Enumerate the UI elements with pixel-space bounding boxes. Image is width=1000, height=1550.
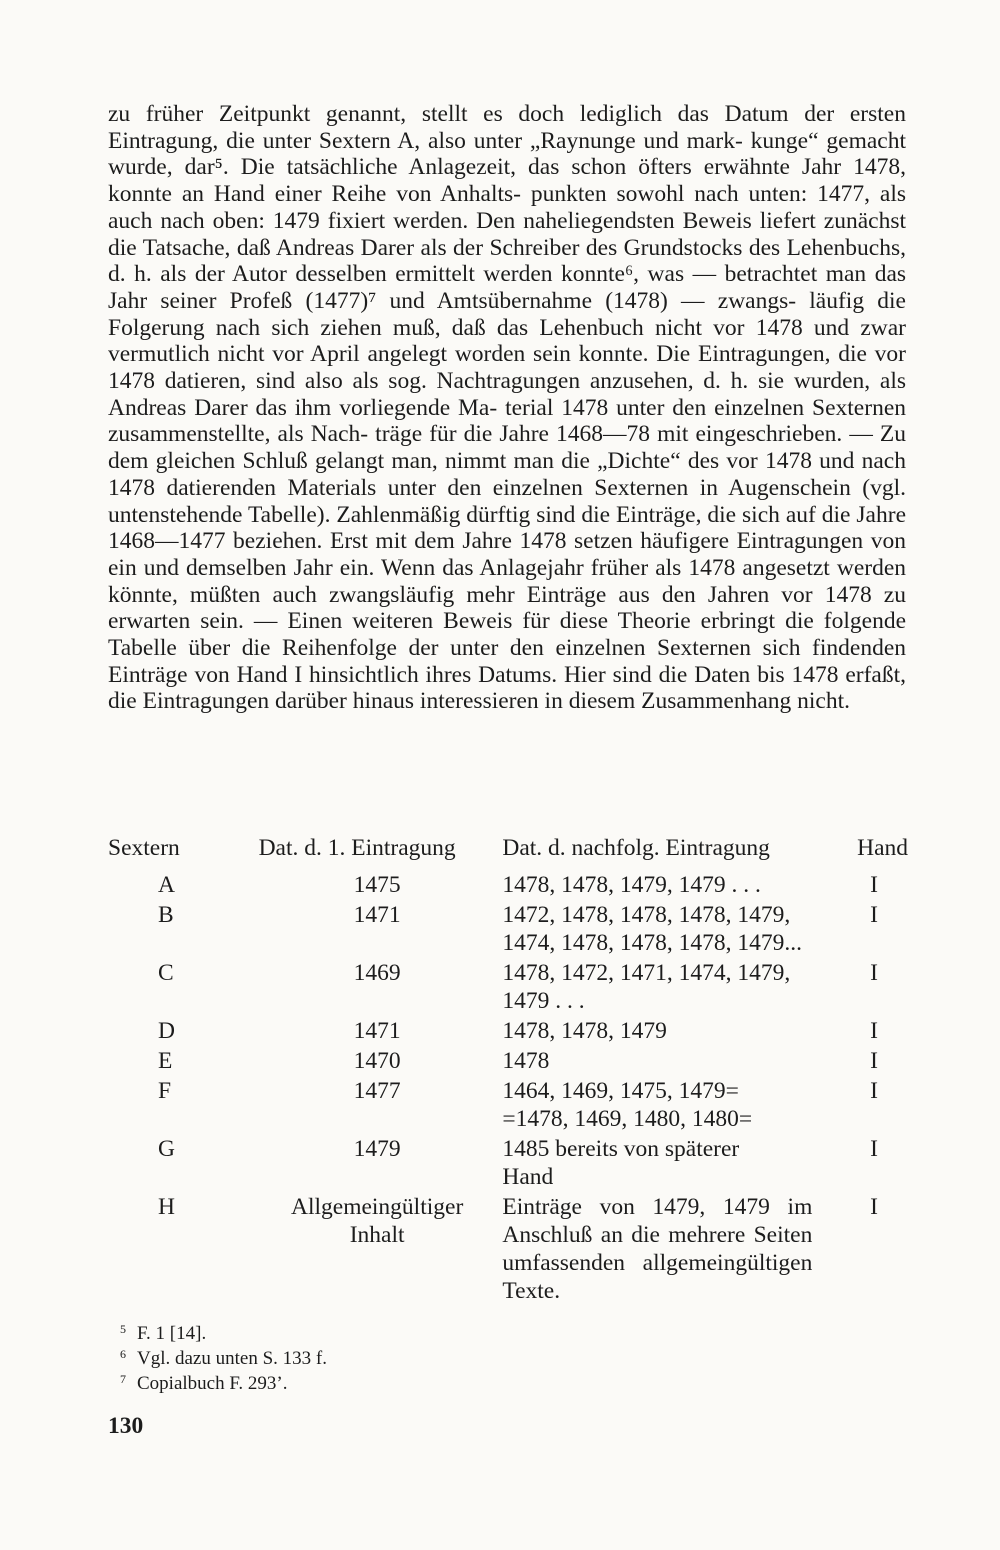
body-line: terial 1478 unter den einzelnen Sexternen zusammenstellte, als Nach- xyxy=(108,394,906,448)
cell-sextern-text: D xyxy=(158,1018,175,1044)
table-row xyxy=(108,1193,908,1307)
cell-sextern-text: A xyxy=(158,872,175,898)
cell-sextern-text: F xyxy=(158,1078,172,1104)
body-line: punkten sowohl nach unten: 1477, als auch nach oben: 1479 fixiert xyxy=(108,181,907,234)
body-line: kunge“ gemacht wurde, dar⁵. Die tatsächliche Anlagezeit, das schon xyxy=(108,127,906,181)
cell-sextern xyxy=(108,901,232,959)
cell-hand-text: I xyxy=(870,872,878,898)
cell-hand-text: I xyxy=(870,1136,878,1162)
cell-next-entries xyxy=(482,871,827,901)
cell-hand xyxy=(827,1017,908,1047)
body-line: Zusammenhang nicht. xyxy=(641,688,850,715)
cell-next-entries xyxy=(482,1193,827,1307)
cell-sextern xyxy=(108,1193,232,1307)
table-row xyxy=(108,901,908,959)
body-text xyxy=(108,101,906,715)
dates-table xyxy=(108,834,908,1307)
cell-first-entry-text: 1479 xyxy=(353,1136,401,1162)
page-number: 130 xyxy=(108,1413,144,1439)
cell-hand xyxy=(827,1047,908,1077)
header-first-entry: Dat. d. 1. Eintragung xyxy=(258,835,456,861)
cell-hand xyxy=(827,1193,908,1307)
footnote xyxy=(120,1372,620,1397)
cell-hand-text: I xyxy=(870,1078,878,1104)
cell-sextern-text: C xyxy=(158,960,174,986)
cell-first-entry-text: 1471 xyxy=(353,1018,401,1044)
header-hand: Hand xyxy=(857,835,908,861)
paragraph xyxy=(108,101,906,715)
body-line: 1478 datierenden Materials unter den einzelnen Sexternen in Augenschein xyxy=(108,474,851,501)
cell-next-entries xyxy=(482,1017,827,1047)
cell-first-entry xyxy=(232,901,482,959)
cell-first-entry-text: 1477 xyxy=(353,1078,401,1104)
footnote-text: Vgl. dazu unten S. 133 f. xyxy=(137,1348,327,1369)
cell-next-entries-text: 1472, 1478, 1478, 1478, 1479, 1474, 1478, 1478, 1478, 1479... xyxy=(502,902,802,956)
cell-next-entries xyxy=(482,1135,827,1193)
cell-next-entries-text: 1464, 1469, 1475, 1479= =1478, 1469, 1480, 1480= xyxy=(502,1078,753,1132)
body-line: (vgl. untenstehende Tabelle). Zahlenmäßig dürftig sind die Einträge, die xyxy=(108,474,907,528)
cell-next-entries-text: 1478 xyxy=(502,1048,550,1074)
table-row xyxy=(108,1077,908,1135)
footnotes xyxy=(120,1322,620,1397)
body-line: sich auf die Jahre 1468—1477 beziehen. Erst mit dem Jahre 1478 xyxy=(108,501,906,555)
cell-first-entry-text: 1470 xyxy=(353,1048,401,1074)
cell-hand xyxy=(827,1077,908,1135)
body-line: zu früher Zeitpunkt genannt, stellt es doch lediglich das Datum der xyxy=(108,101,835,127)
cell-first-entry xyxy=(232,959,482,1017)
cell-sextern xyxy=(108,959,232,1017)
table-row xyxy=(108,959,908,1017)
cell-hand xyxy=(827,871,908,901)
cell-next-entries xyxy=(482,959,827,1017)
cell-hand xyxy=(827,901,908,959)
body-line: öfters erwähnte Jahr 1478, konnte an Hand einer Reihe von Anhalts- xyxy=(108,154,906,208)
cell-next-entries xyxy=(482,901,827,959)
body-line: ersten Eintragung, die unter Sextern A, also unter „Raynunge und mark- xyxy=(108,101,906,154)
table-header-row xyxy=(108,834,908,871)
table-body xyxy=(108,871,908,1307)
cell-sextern-text: B xyxy=(158,902,174,928)
footnote-text: F. 1 [14]. xyxy=(137,1323,207,1344)
cell-first-entry-text: 1475 xyxy=(353,872,401,898)
cell-sextern-text: E xyxy=(158,1048,173,1074)
body-line: läufig die Folgerung nach sich ziehen muß, daß das Lehenbuch nicht vor xyxy=(108,287,906,341)
cell-first-entry-text: Allgemeingültiger Inhalt xyxy=(290,1194,464,1248)
cell-first-entry-text: 1471 xyxy=(353,902,401,928)
cell-sextern xyxy=(108,1017,232,1047)
header-sextern: Sextern xyxy=(108,835,180,861)
cell-first-entry xyxy=(232,1047,482,1077)
cell-sextern xyxy=(108,1077,232,1135)
body-line: Einträge von Hand I hinsichtlich ihres Datums. Hier sind die Daten xyxy=(108,661,751,688)
footnote-number: 7 xyxy=(120,1372,126,1386)
cell-sextern-text: H xyxy=(158,1194,175,1220)
body-line: träge für die Jahre 1468—78 mit eingeschrieben. — Zu dem gleichen xyxy=(108,421,906,475)
body-line: werden. Den naheliegendsten Beweis liefert zunächst die Tatsache, daß xyxy=(108,207,907,261)
cell-next-entries xyxy=(482,1077,827,1135)
table-row xyxy=(108,871,908,901)
footnote xyxy=(120,1322,620,1347)
cell-sextern-text: G xyxy=(158,1136,175,1162)
cell-first-entry xyxy=(232,1193,482,1307)
footnote-text: Copialbuch F. 293’. xyxy=(137,1373,288,1394)
header-next-entries: Dat. d. nachfolg. Eintragung xyxy=(502,835,770,861)
cell-next-entries xyxy=(482,1047,827,1077)
cell-hand-text: I xyxy=(870,960,878,986)
body-line: Einen weiteren Beweis für diese Theorie erbringt die folgende Tabelle xyxy=(108,608,907,662)
cell-first-entry xyxy=(232,1017,482,1047)
footnote xyxy=(120,1347,620,1372)
cell-first-entry xyxy=(232,871,482,901)
cell-hand-text: I xyxy=(870,1018,878,1044)
body-line: das Anlagejahr früher als 1478 angesetzt werden könnte, müßten auch xyxy=(108,554,907,608)
table-row xyxy=(108,1135,908,1193)
cell-next-entries-text: 1478, 1472, 1471, 1474, 1479, 1479 . . . xyxy=(502,960,791,1014)
cell-next-entries-text: 1478, 1478, 1479, 1479 . . . xyxy=(502,872,761,898)
table-row xyxy=(108,1017,908,1047)
cell-hand-text: I xyxy=(870,1194,878,1220)
footnote-number: 6 xyxy=(120,1347,126,1361)
footnote-number: 5 xyxy=(120,1322,126,1336)
body-line: zwangsläufig mehr Einträge aus den Jahren vor 1478 zu erwarten sein. — xyxy=(108,581,906,635)
cell-hand xyxy=(827,1135,908,1193)
cell-hand-text: I xyxy=(870,902,878,928)
body-line: Andreas Darer als der Schreiber des Grundstocks des Lehenbuchs, d. h. xyxy=(108,234,906,288)
body-line: als der Autor desselben ermittelt werden konnte⁶, was — betrachtet man xyxy=(160,261,867,288)
body-line: über die Reihenfolge der unter den einzelnen Sexternen sich findenden xyxy=(188,635,907,662)
cell-hand-text: I xyxy=(870,1048,878,1074)
body-line: 1478 und zwar vermutlich nicht vor April angelegt worden sein konnte. xyxy=(108,314,906,368)
body-line: bis 1478 erfaßt, die Eintragungen darüber hinaus interessieren in diesem xyxy=(108,661,907,715)
body-line: Schluß gelangt man, nimmt man die „Dichte“ des vor 1478 und nach xyxy=(242,448,906,475)
cell-sextern xyxy=(108,1135,232,1193)
cell-first-entry-text: 1469 xyxy=(353,960,401,986)
cell-first-entry xyxy=(232,1077,482,1135)
cell-next-entries-text: Einträge von 1479, 1479 im Anschluß an die mehrere Seiten umfassenden allgemeingültigen Texte. xyxy=(502,1194,813,1304)
cell-first-entry xyxy=(232,1135,482,1193)
body-line: setzen häufigere Eintragungen von ein und demselben Jahr ein. Wenn xyxy=(108,528,906,581)
table-row xyxy=(108,1047,908,1077)
cell-sextern xyxy=(108,1047,232,1077)
cell-hand xyxy=(827,959,908,1017)
body-line: Die Eintragungen, die vor 1478 datieren, sind also als sog. Nachtragungen xyxy=(108,341,906,395)
body-line: das Jahr seiner Profeß (1477)⁷ und Amtsübernahme (1478) — zwangs- xyxy=(108,261,907,314)
cell-sextern xyxy=(108,871,232,901)
cell-next-entries-text: 1485 bereits von späterer Hand xyxy=(502,1136,740,1190)
body-line: anzusehen, d. h. sie wurden, als Andreas Darer das ihm vorliegende Ma- xyxy=(108,368,906,421)
cell-next-entries-text: 1478, 1478, 1479 xyxy=(502,1018,667,1044)
